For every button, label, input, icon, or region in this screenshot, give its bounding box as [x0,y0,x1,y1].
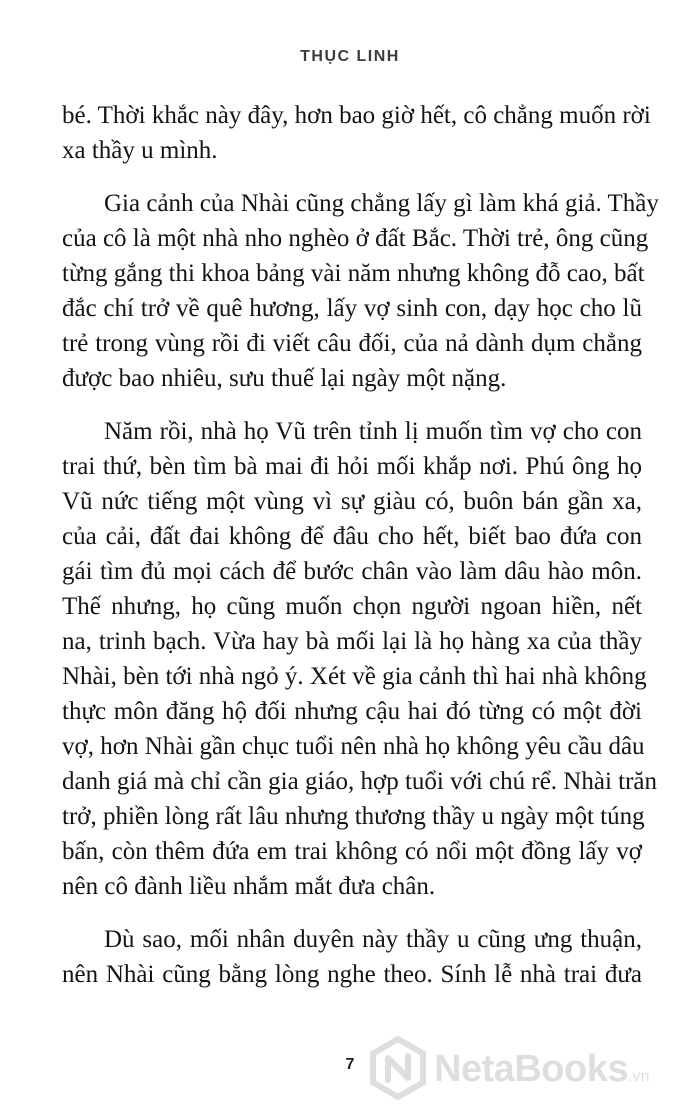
page-number: 7 [345,1056,355,1073]
text-line: được bao nhiêu, sưu thuế lại ngày một nặng. [62,365,507,392]
text-line: trẻ trong vùng rồi đi viết câu đối, của nả dành dụm chẳng [62,330,642,357]
page-body-text [62,98,659,1010]
text-line: nên Nhài cũng bằng lòng nghe theo. Sính lễ nhà trai đưa [62,961,642,988]
text-line: xa thầy u mình. [62,137,218,164]
text-line: đắc chí trở về quê hương, lấy vợ sinh con, dạy học cho lũ [62,295,642,322]
paragraph-1 [62,98,651,168]
running-header-title: THỤC LINH [300,48,400,65]
netabooks-watermark [366,1036,696,1100]
text-line: của cải, đất đai không để đâu cho hết, biết bao đứa con [62,523,642,550]
text-line: bấn, còn thêm đứa em trai không có nổi một đồng lấy vợ [62,838,642,865]
watermark-suffix: .vn [628,1068,650,1085]
text-line: Dù sao, mối nhân duyên này thầy u cũng ưng thuận, [104,926,642,953]
paragraph-3 [62,414,658,904]
watermark-brand: NetaBooks [434,1048,628,1090]
text-line: vợ, hơn Nhài gần chục tuổi nên nhà họ không yêu cầu dâu [62,733,645,760]
text-line: Nhài, bèn tới nhà ngỏ ý. Xét về gia cảnh thì hai nhà không [62,663,647,690]
text-line: danh giá mà chỉ cần gia giáo, hợp tuổi với chú rể. Nhài trăn [62,768,658,795]
text-line: Thế nhưng, họ cũng muốn chọn người ngoan hiền, nết [62,593,642,620]
watermark-text [434,1048,649,1091]
text-line: Gia cảnh của Nhài cũng chẳng lấy gì làm khá giả. Thầy [104,190,659,217]
text-line: gái tìm đủ mọi cách để bước chân vào làm dâu hào môn. [62,558,642,585]
paragraph-4 [62,922,642,992]
text-line: trở, phiền lòng rất lâu nhưng thương thầy u ngày một túng [62,803,645,830]
text-line: trai thứ, bèn tìm bà mai đi hỏi mối khắp nơi. Phú ông họ [62,453,642,480]
netabooks-logo-icon [366,1036,430,1100]
text-line: của cô là một nhà nho nghèo ở đất Bắc. Thời trẻ, ông cũng [62,225,649,252]
text-line: Năm rồi, nhà họ Vũ trên tỉnh lị muốn tìm vợ cho con [104,418,642,445]
text-line: Vũ nức tiếng một vùng vì sự giàu có, buôn bán gần xa, [62,488,642,515]
text-line: bé. Thời khắc này đây, hơn bao giờ hết, cô chẳng muốn rời [62,102,651,129]
text-line: nên cô đành liều nhắm mắt đưa chân. [62,873,436,900]
text-line: từng gắng thi khoa bảng vài năm nhưng không đỗ cao, bất [62,260,645,287]
text-line: na, trinh bạch. Vừa hay bà mối lại là họ hàng xa của thầy [62,628,642,655]
paragraph-2 [62,186,659,396]
text-line: thực môn đăng hộ đối nhưng cậu hai đó từng có một đời [62,698,642,725]
